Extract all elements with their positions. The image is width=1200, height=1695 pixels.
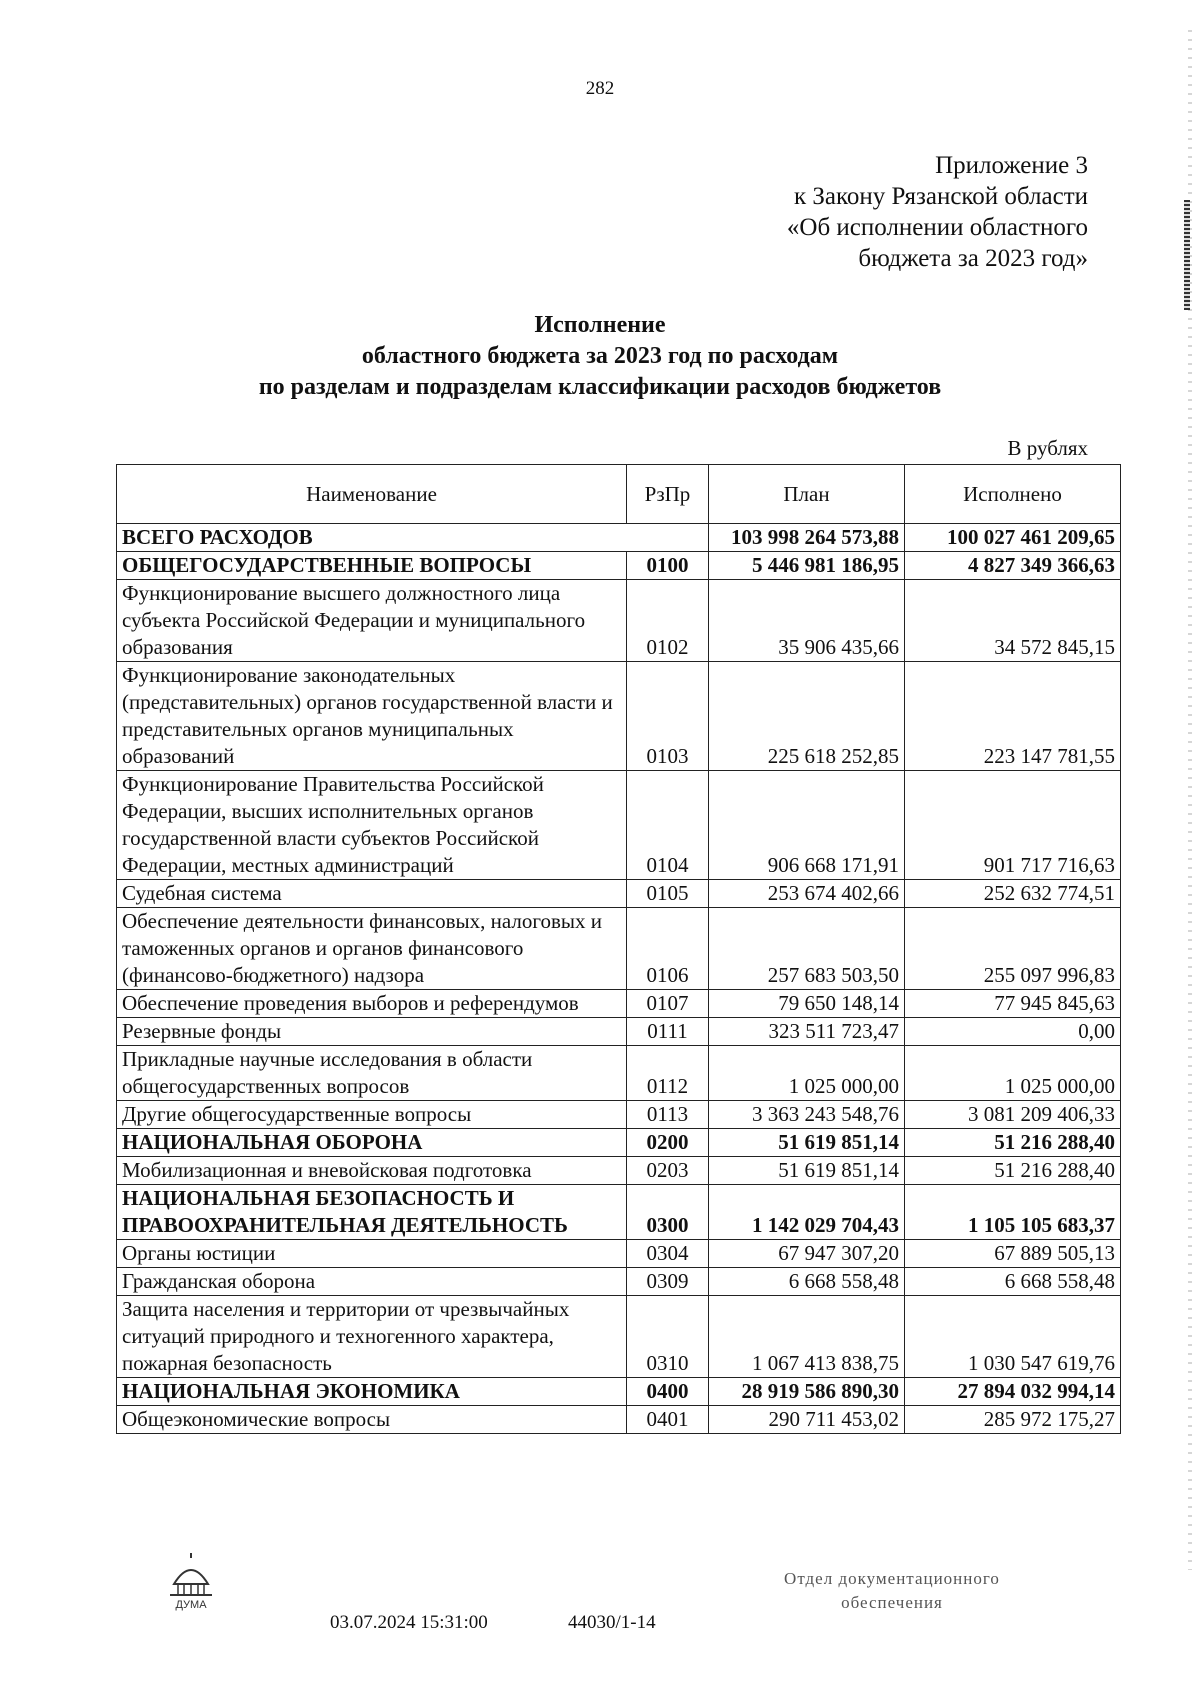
appendix-line: к Закону Рязанской области bbox=[794, 183, 1088, 210]
cell-name: ОБЩЕГОСУДАРСТВЕННЫЕ ВОПРОСЫ bbox=[117, 552, 627, 580]
cell-code: 0106 bbox=[627, 908, 709, 990]
cell-plan: 225 618 252,85 bbox=[709, 662, 905, 771]
appendix-line: бюджета за 2023 год» bbox=[858, 245, 1088, 272]
cell-code: 0105 bbox=[627, 880, 709, 908]
cell-done: 223 147 781,55 bbox=[905, 662, 1121, 771]
cell-plan: 257 683 503,50 bbox=[709, 908, 905, 990]
cell-name: Функционирование высшего должностного лица субъекта Российской Федерации и муниципального образования bbox=[117, 580, 627, 662]
appendix-line: Приложение 3 bbox=[935, 152, 1088, 179]
table-row bbox=[117, 1018, 1121, 1046]
cell-plan: 6 668 558,48 bbox=[709, 1268, 905, 1296]
cell-name: Обеспечение деятельности финансовых, налоговых и таможенных органов и органов финансового (финансово-бюджетного) надзора bbox=[117, 908, 627, 990]
total-row bbox=[117, 524, 1121, 552]
header-done: Исполнено bbox=[905, 465, 1121, 524]
cell-done: 252 632 774,51 bbox=[905, 880, 1121, 908]
footer-date: 03.07.2024 15:31:00 bbox=[330, 1612, 488, 1633]
duma-logo-icon bbox=[160, 1550, 222, 1612]
cell-plan: 1 025 000,00 bbox=[709, 1046, 905, 1101]
cell-code: 0104 bbox=[627, 771, 709, 880]
cell-plan: 290 711 453,02 bbox=[709, 1406, 905, 1434]
document-title bbox=[200, 310, 1000, 403]
total-name: ВСЕГО РАСХОДОВ bbox=[117, 524, 709, 552]
section-row bbox=[117, 1129, 1121, 1157]
cell-done: 1 025 000,00 bbox=[905, 1046, 1121, 1101]
cell-done: 1 105 105 683,37 bbox=[905, 1185, 1121, 1240]
cell-done: 51 216 288,40 bbox=[905, 1129, 1121, 1157]
cell-plan: 253 674 402,66 bbox=[709, 880, 905, 908]
cell-plan: 35 906 435,66 bbox=[709, 580, 905, 662]
cell-plan: 28 919 586 890,30 bbox=[709, 1378, 905, 1406]
title-line: Исполнение bbox=[534, 312, 666, 338]
table-row bbox=[117, 1406, 1121, 1434]
header-plan: План bbox=[709, 465, 905, 524]
units-label: В рублях bbox=[1007, 436, 1088, 460]
cell-name: Другие общегосударственные вопросы bbox=[117, 1101, 627, 1129]
stamp-line: обеспечения bbox=[841, 1593, 943, 1612]
cell-plan: 51 619 851,14 bbox=[709, 1129, 905, 1157]
table-row bbox=[117, 662, 1121, 771]
cell-name: Резервные фонды bbox=[117, 1018, 627, 1046]
title-line: областного бюджета за 2023 год по расходам bbox=[361, 343, 839, 369]
cell-plan: 79 650 148,14 bbox=[709, 990, 905, 1018]
appendix-header bbox=[787, 150, 1088, 274]
cell-code: 0102 bbox=[627, 580, 709, 662]
table-row bbox=[117, 1101, 1121, 1129]
cell-name: НАЦИОНАЛЬНАЯ ОБОРОНА bbox=[117, 1129, 627, 1157]
cell-name: Функционирование Правительства Российской Федерации, высших исполнительных органов государственной власти субъектов Российской Федерации, местных администраций bbox=[117, 771, 627, 880]
cell-done: 51 216 288,40 bbox=[905, 1157, 1121, 1185]
scan-mark-artifact bbox=[1184, 200, 1190, 310]
table-row bbox=[117, 908, 1121, 990]
table-row bbox=[117, 1157, 1121, 1185]
cell-done: 34 572 845,15 bbox=[905, 580, 1121, 662]
footer-doc-number: 44030/1-14 bbox=[568, 1612, 656, 1633]
title-line: по разделам и подразделам классификации расходов бюджетов bbox=[258, 374, 942, 400]
cell-name: Мобилизационная и вневойсковая подготовка bbox=[117, 1157, 627, 1185]
table-header-row bbox=[117, 465, 1121, 524]
stamp-line: Отдел документационного bbox=[784, 1569, 1000, 1588]
total-done: 100 027 461 209,65 bbox=[905, 524, 1121, 552]
cell-code: 0113 bbox=[627, 1101, 709, 1129]
cell-plan: 323 511 723,47 bbox=[709, 1018, 905, 1046]
cell-code: 0309 bbox=[627, 1268, 709, 1296]
cell-code: 0304 bbox=[627, 1240, 709, 1268]
cell-name: Прикладные научные исследования в области общегосударственных вопросов bbox=[117, 1046, 627, 1101]
section-row bbox=[117, 1378, 1121, 1406]
table-row bbox=[117, 880, 1121, 908]
cell-done: 6 668 558,48 bbox=[905, 1268, 1121, 1296]
cell-done: 3 081 209 406,33 bbox=[905, 1101, 1121, 1129]
cell-name: Функционирование законодательных (представительных) органов государственной власти и представительных органов муниципальных образований bbox=[117, 662, 627, 771]
cell-done: 67 889 505,13 bbox=[905, 1240, 1121, 1268]
department-stamp bbox=[752, 1567, 1032, 1615]
cell-name: Органы юстиции bbox=[117, 1240, 627, 1268]
cell-plan: 1 067 413 838,75 bbox=[709, 1296, 905, 1378]
cell-done: 0,00 bbox=[905, 1018, 1121, 1046]
total-plan: 103 998 264 573,88 bbox=[709, 524, 905, 552]
cell-plan: 5 446 981 186,95 bbox=[709, 552, 905, 580]
section-row bbox=[117, 1185, 1121, 1240]
header-code: РзПр bbox=[627, 465, 709, 524]
logo-text: ДУМА bbox=[175, 1599, 207, 1611]
appendix-line: «Об исполнении областного bbox=[786, 214, 1088, 241]
cell-code: 0300 bbox=[627, 1185, 709, 1240]
cell-plan: 1 142 029 704,43 bbox=[709, 1185, 905, 1240]
cell-done: 77 945 845,63 bbox=[905, 990, 1121, 1018]
cell-plan: 67 947 307,20 bbox=[709, 1240, 905, 1268]
cell-done: 27 894 032 994,14 bbox=[905, 1378, 1121, 1406]
cell-plan: 3 363 243 548,76 bbox=[709, 1101, 905, 1129]
cell-code: 0107 bbox=[627, 990, 709, 1018]
cell-code: 0103 bbox=[627, 662, 709, 771]
cell-name: Гражданская оборона bbox=[117, 1268, 627, 1296]
table-row bbox=[117, 1046, 1121, 1101]
table-row bbox=[117, 1296, 1121, 1378]
cell-code: 0111 bbox=[627, 1018, 709, 1046]
cell-code: 0200 bbox=[627, 1129, 709, 1157]
cell-plan: 906 668 171,91 bbox=[709, 771, 905, 880]
cell-done: 901 717 716,63 bbox=[905, 771, 1121, 880]
cell-name: Защита населения и территории от чрезвычайных ситуаций природного и техногенного характера, пожарная безопасность bbox=[117, 1296, 627, 1378]
budget-table bbox=[116, 464, 1121, 1434]
section-row bbox=[117, 552, 1121, 580]
cell-plan: 51 619 851,14 bbox=[709, 1157, 905, 1185]
cell-done: 285 972 175,27 bbox=[905, 1406, 1121, 1434]
cell-name: НАЦИОНАЛЬНАЯ ЭКОНОМИКА bbox=[117, 1378, 627, 1406]
cell-code: 0310 bbox=[627, 1296, 709, 1378]
cell-code: 0400 bbox=[627, 1378, 709, 1406]
cell-code: 0401 bbox=[627, 1406, 709, 1434]
table-row bbox=[117, 1240, 1121, 1268]
table-row bbox=[117, 990, 1121, 1018]
cell-code: 0112 bbox=[627, 1046, 709, 1101]
cell-done: 255 097 996,83 bbox=[905, 908, 1121, 990]
cell-name: Судебная система bbox=[117, 880, 627, 908]
page-number: 282 bbox=[585, 78, 615, 99]
table-row bbox=[117, 771, 1121, 880]
cell-name: Общеэкономические вопросы bbox=[117, 1406, 627, 1434]
table-row bbox=[117, 580, 1121, 662]
cell-name: Обеспечение проведения выборов и референдумов bbox=[117, 990, 627, 1018]
cell-code: 0100 bbox=[627, 552, 709, 580]
cell-done: 4 827 349 366,63 bbox=[905, 552, 1121, 580]
header-name: Наименование bbox=[117, 465, 627, 524]
cell-done: 1 030 547 619,76 bbox=[905, 1296, 1121, 1378]
cell-name: НАЦИОНАЛЬНАЯ БЕЗОПАСНОСТЬ И ПРАВООХРАНИТЕЛЬНАЯ ДЕЯТЕЛЬНОСТЬ bbox=[117, 1185, 627, 1240]
cell-code: 0203 bbox=[627, 1157, 709, 1185]
table-row bbox=[117, 1268, 1121, 1296]
